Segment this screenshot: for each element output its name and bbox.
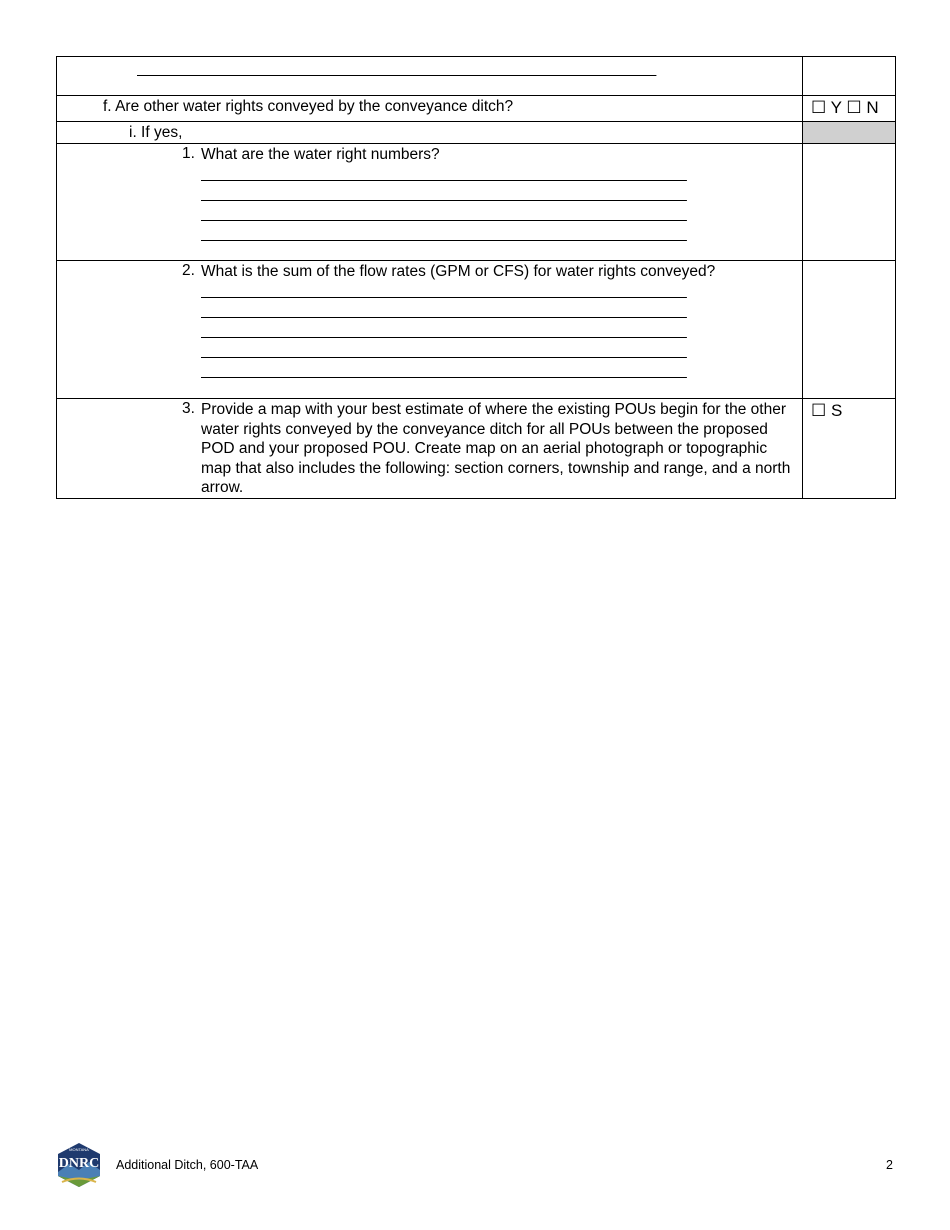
if-yes-label: i. If yes,: [129, 124, 183, 141]
question-f-text: f. Are other water rights conveyed by the conveyance ditch?: [103, 98, 514, 115]
question-1-answer-cell: [803, 144, 896, 261]
footer-form-name: Additional Ditch, 600-TAA: [116, 1158, 259, 1172]
question-1-text: What are the water right numbers?: [201, 146, 440, 163]
answer-line[interactable]: __________________________________________________________: [201, 342, 687, 359]
question-2-answer-lines: [201, 281, 791, 381]
question-1-number: 1.: [182, 145, 195, 162]
row-question-3: [57, 399, 896, 499]
dnrc-logo: [55, 1142, 103, 1188]
answer-line[interactable]: __________________________________________________________: [201, 302, 687, 319]
question-3-number: 3.: [182, 400, 195, 417]
page-number: 2: [886, 1158, 893, 1172]
top-answer-cell: [803, 57, 896, 96]
top-answer-line[interactable]: ______________________________________________________________: [137, 60, 656, 77]
answer-line[interactable]: __________________________________________________________: [201, 362, 687, 379]
form-table: [56, 56, 896, 499]
answer-line[interactable]: __________________________________________________________: [201, 185, 687, 202]
question-f-check-cell: [803, 96, 896, 122]
question-2-answer-cell: [803, 261, 896, 399]
if-yes-shaded-cell: [803, 122, 896, 144]
row-top-line: [57, 57, 896, 96]
question-2-number: 2.: [182, 262, 195, 279]
answer-line[interactable]: __________________________________________________________: [201, 282, 687, 299]
question-1-cell: [57, 144, 803, 261]
question-3-check-cell: [803, 399, 896, 499]
row-question-1: [57, 144, 896, 261]
if-yes-cell: [57, 122, 803, 144]
logo-text: DNRC: [58, 1156, 100, 1171]
answer-line[interactable]: __________________________________________________________: [201, 322, 687, 339]
question-2-text: What is the sum of the flow rates (GPM or CFS) for water rights conveyed?: [201, 263, 716, 280]
submitted-checkbox[interactable]: ☐ S: [811, 401, 843, 420]
row-question-f: [57, 96, 896, 122]
answer-line[interactable]: __________________________________________________________: [201, 225, 687, 242]
row-question-2: [57, 261, 896, 399]
yes-no-checkbox[interactable]: ☐ Y ☐ N: [811, 98, 879, 117]
question-2-cell: [57, 261, 803, 399]
answer-line[interactable]: __________________________________________________________: [201, 165, 687, 182]
question-f-cell: [57, 96, 803, 122]
top-line-cell: [57, 57, 803, 96]
logo-small-text: MONTANA: [69, 1147, 89, 1152]
answer-line[interactable]: __________________________________________________________: [201, 205, 687, 222]
question-3-text: Provide a map with your best estimate of where the existing POUs begin for the other water rights conveyed by the conveyance ditch for all POUs between the proposed POD and your proposed POU. Create map on an aerial photograph or topographic map that also includes the following: section corners, township and range, and a north arrow.: [201, 401, 791, 496]
question-3-cell: [57, 399, 803, 499]
question-1-answer-lines: [201, 164, 791, 244]
row-if-yes: [57, 122, 896, 144]
